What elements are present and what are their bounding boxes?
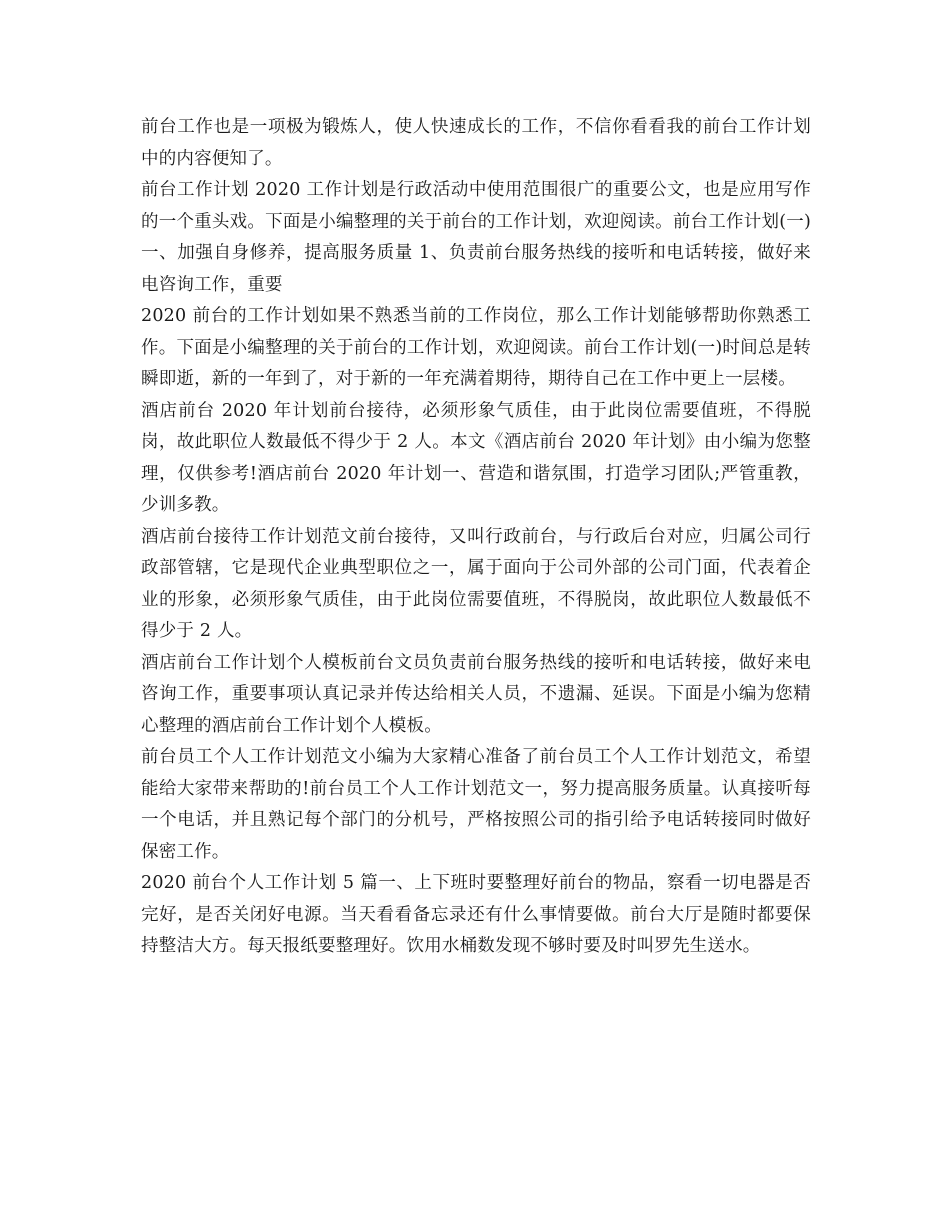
paragraph-1: 前台工作也是一项极为锻炼人，使人快速成长的工作，不信你看看我的前台工作计划中的内容便知了。 — [141, 117, 811, 169]
paragraph-7: 前台员工个人工作计划范文小编为大家精心准备了前台员工个人工作计划范文，希望能给大家带来帮助的!前台员工个人工作计划范文一，努力提高服务质量。认真接听每一个电话，并且熟记每个部门的分机号，严格按照公司的指引给予电话转接同时做好保密工作。 — [141, 747, 811, 862]
paragraph-4: 酒店前台 2020 年计划前台接待，必须形象气质佳，由于此岗位需要值班，不得脱岗，故此职位人数最低不得少于 2 人。本文《酒店前台 2020 年计划》由小编为您整理，仅供参考!酒店前台 2020 年计划一、营造和谐氛围，打造学习团队;严管重教，少训多教。 — [141, 400, 811, 515]
paragraph-3: 2020 前台的工作计划如果不熟悉当前的工作岗位，那么工作计划能够帮助你熟悉工作。下面是小编整理的关于前台的工作计划，欢迎阅读。前台工作计划(一)时间总是转瞬即逝，新的一年到了，对于新的一年充满着期待，期待自己在工作中更上一层楼。 — [141, 306, 811, 389]
paragraph-6: 酒店前台工作计划个人模板前台文员负责前台服务热线的接听和电话转接，做好来电咨询工作，重要事项认真记录并传达给相关人员，不遗漏、延误。下面是小编为您精心整理的酒店前台工作计划个人模板。 — [141, 652, 811, 736]
paragraph-8: 2020 前台个人工作计划 5 篇一、上下班时要整理好前台的物品，察看一切电器是否完好，是否关闭好电源。当天看看备忘录还有什么事情要做。前台大厅是随时都要保持整洁大方。每天报纸要整理好。饮用水桶数发现不够时要及时叫罗先生送水。 — [141, 873, 811, 956]
paragraph-5: 酒店前台接待工作计划范文前台接待，又叫行政前台，与行政后台对应，归属公司行政部管辖，它是现代企业典型职位之一，属于面向于公司外部的公司门面，代表着企业的形象，必须形象气质佳，由于此岗位需要值班，不得脱岗，故此职位人数最低不得少于 2 人。 — [141, 526, 811, 641]
document-body — [141, 112, 811, 963]
paragraph-2: 前台工作计划 2020 工作计划是行政活动中使用范围很广的重要公文，也是应用写作的一个重头戏。下面是小编整理的关于前台的工作计划，欢迎阅读。前台工作计划(一)一、加强自身修养，提高服务质量 1、负责前台服务热线的接听和电话转接，做好来电咨询工作，重要 — [141, 180, 811, 295]
